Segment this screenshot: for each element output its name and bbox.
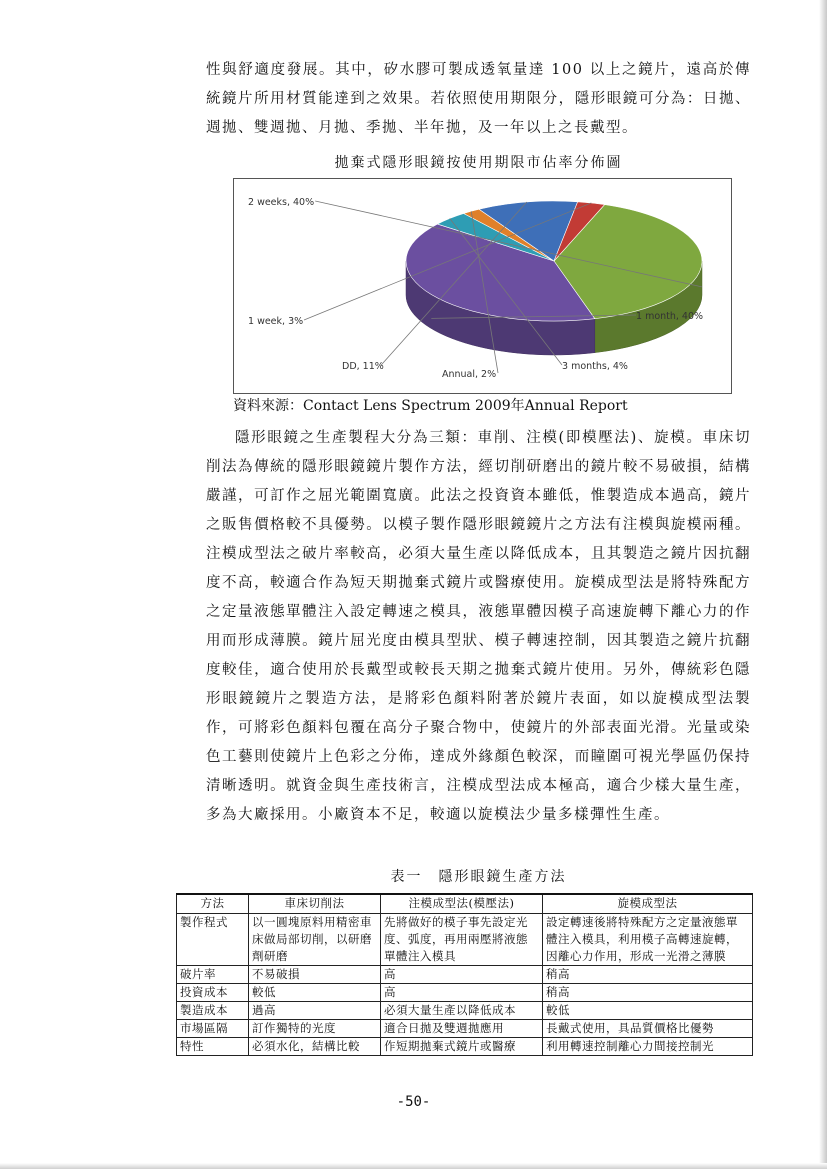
table-row-header: 製造成本 xyxy=(177,1002,249,1020)
table-row-header: 市場區隔 xyxy=(177,1020,249,1038)
table-cell: 必須水化，結構比較 xyxy=(249,1038,381,1056)
table-row xyxy=(177,966,753,984)
table-row xyxy=(177,914,753,966)
production-methods-table xyxy=(176,893,753,1056)
table-cell: 必須大量生產以降低成本 xyxy=(381,1002,543,1020)
table-cell: 高 xyxy=(381,966,543,984)
table-cell: 稍高 xyxy=(543,984,753,1002)
table-cell: 較低 xyxy=(543,1002,753,1020)
table-cell: 作短期拋棄式鏡片或醫療 xyxy=(381,1038,543,1056)
table-cell: 較低 xyxy=(249,984,381,1002)
table-cell: 適合日拋及雙週拋應用 xyxy=(381,1020,543,1038)
pie-label: 1 week, 3% xyxy=(248,316,304,327)
table-row xyxy=(177,984,753,1002)
page-edge-shadow-right xyxy=(819,0,827,1169)
pie-label: Annual, 2% xyxy=(442,369,497,380)
paragraph-1: 性與舒適度發展。其中，矽水膠可製成透氧量達 100 以上之鏡片，遠高於傳統鏡片所用材質能達到之效果。若依照使用期限分，隱形眼鏡可分為：日拋、週拋、雙週拋、月拋、季拋、半年拋，及一年以上之長戴型。 xyxy=(206,62,751,136)
table-cell: 利用轉速控制離心力間接控制光 xyxy=(543,1038,753,1056)
table-row-header: 製作程式 xyxy=(177,914,249,966)
table-cell: 稍高 xyxy=(543,966,753,984)
table-cell: 過高 xyxy=(249,1002,381,1020)
table-cell: 先將做好的模子事先設定光度、弧度，再用兩壓將液態單體注入模具 xyxy=(381,914,543,966)
table-row xyxy=(177,1002,753,1020)
table-row xyxy=(177,1038,753,1056)
pie-label: DD, 11% xyxy=(342,361,384,372)
table-cell: 訂作獨特的光度 xyxy=(249,1020,381,1038)
table-cell: 以一圓塊原料用精密車床做局部切削，以研磨劑研磨 xyxy=(249,914,381,966)
table-caption: 表一 隱形眼鏡生產方法 xyxy=(390,869,567,885)
table-header-row xyxy=(177,894,753,914)
figure-caption: 拋棄式隱形眼鏡按使用期限市佔率分佈圖 xyxy=(334,155,623,171)
table-cell: 長戴式使用，具品質價格比優勢 xyxy=(543,1020,753,1038)
paragraph-2: 隱形眼鏡之生產製程大分為三類：車削、注模(即模壓法)、旋模。車床切削法為傳統的隱形眼鏡鏡片製作方法，經切削研磨出的鏡片較不易破損，結構嚴謹，可訂作之屈光範圍寬廣。此法之投資資本雖低，惟製造成本過高，鏡片之販售價格較不具優勢。以模子製作隱形眼鏡鏡片之方法有注模與旋模兩種。注模成型法之破片率較高，必須大量生產以降低成本，且其製造之鏡片因抗翻度不高，較適合作為短天期拋棄式鏡片或醫療使用。旋模成型法是將特殊配方之定量液態單體注入設定轉速之模具，液態單體因模子高速旋轉下離心力的作用而形成薄膜。鏡片屈光度由模具型狀、模子轉速控制，因其製造之鏡片抗翻度較佳，適合使用於長戴型或較長天期之拋棄式鏡片使用。另外，傳統彩色隱形眼鏡鏡片之製造方法，是將彩色顏料附著於鏡片表面，如以旋模成型法製作，可將彩色顏料包覆在高分子聚合物中，使鏡片的外部表面光滑。光量或染色工藝則使鏡片上色彩之分佈，達成外緣顏色較深，而瞳圍可視光學區仍保持清晰透明。就資金與生產技術言，注模成型法成本極高，適合少樣大量生產，多為大廠採用。小廠資本不足，較適以旋模法少量多樣彈性生產。 xyxy=(206,430,751,823)
table-header-cell: 旋模成型法 xyxy=(543,894,753,914)
pie-chart-frame xyxy=(233,178,732,394)
page-edge-shadow-bottom xyxy=(0,1163,827,1169)
figure-source: 資料來源：Contact Lens Spectrum 2009年Annual Report xyxy=(233,398,628,414)
table-row-header: 特性 xyxy=(177,1038,249,1056)
table-header-cell: 注模成型法(模壓法) xyxy=(381,894,543,914)
table-row xyxy=(177,1020,753,1038)
table-cell: 設定轉速後將特殊配方之定量液態單體注入模具，利用模子高轉速旋轉，因離心力作用，形成一光滑之薄膜 xyxy=(543,914,753,966)
pie-label: 3 months, 4% xyxy=(562,361,628,372)
pie-label: 1 month, 40% xyxy=(636,311,704,322)
table-row-header: 破片率 xyxy=(177,966,249,984)
table-header-cell: 方法 xyxy=(177,894,249,914)
table-cell: 高 xyxy=(381,984,543,1002)
pie-label: 2 weeks, 40% xyxy=(248,197,315,208)
table-row-header: 投資成本 xyxy=(177,984,249,1002)
table-header-cell: 車床切削法 xyxy=(249,894,381,914)
page-number: -50- xyxy=(396,1094,431,1110)
table-cell: 不易破損 xyxy=(249,966,381,984)
pie-chart xyxy=(234,179,731,393)
